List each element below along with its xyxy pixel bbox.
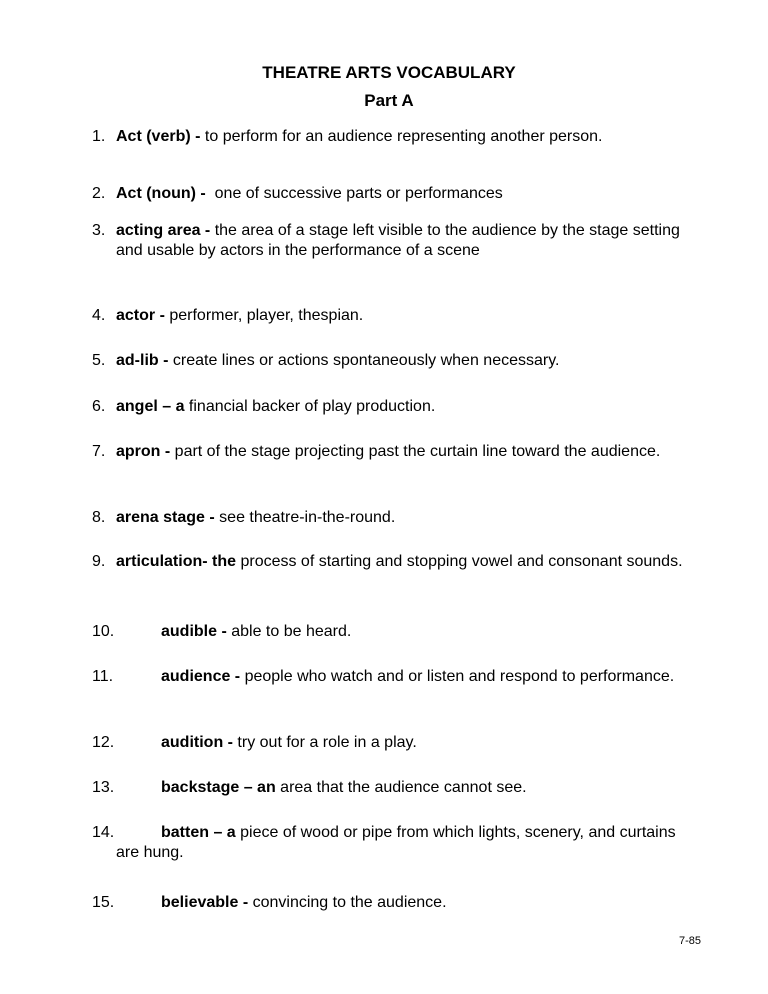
vocab-entry bbox=[92, 733, 692, 753]
entry-number: 9. bbox=[92, 553, 106, 570]
entry-number: 14. bbox=[92, 824, 115, 841]
entry-body bbox=[92, 508, 692, 528]
vocab-entry bbox=[92, 778, 692, 798]
entry-body bbox=[92, 127, 692, 147]
entry-term: Act (verb) - bbox=[116, 128, 201, 145]
entry-definition: convincing to the audience. bbox=[248, 894, 447, 911]
entry-definition: people who watch and or listen and respond to performance. bbox=[240, 668, 675, 685]
entry-term: ad-lib - bbox=[116, 352, 169, 369]
entry-number: 8. bbox=[92, 509, 106, 526]
entry-definition: performer, player, thespian. bbox=[164, 307, 364, 324]
entry-body bbox=[92, 823, 692, 863]
entry-number: 1. bbox=[92, 128, 106, 145]
entry-body bbox=[92, 184, 692, 204]
vocab-entry bbox=[92, 893, 692, 913]
vocab-entry bbox=[92, 127, 692, 147]
entry-definition: see theatre-in-the-round. bbox=[214, 509, 396, 526]
vocab-entry bbox=[92, 552, 692, 572]
entry-body bbox=[92, 733, 692, 753]
entry-number: 11. bbox=[92, 668, 114, 685]
entry-number: 2. bbox=[92, 185, 106, 202]
entry-body bbox=[92, 442, 692, 462]
entry-term: backstage – an bbox=[161, 779, 276, 796]
entry-number: 12. bbox=[92, 734, 115, 751]
entry-definition: the area of a stage left visible to the audience by the stage setting and usable by actors in the performance of a scene bbox=[116, 222, 680, 259]
vocab-entry bbox=[92, 667, 692, 687]
entry-body bbox=[92, 221, 692, 261]
vocab-entry bbox=[92, 306, 692, 326]
vocab-entry bbox=[92, 397, 692, 417]
entry-number: 13. bbox=[92, 779, 115, 796]
vocab-entry bbox=[92, 823, 692, 863]
entry-term: articulation- the bbox=[116, 553, 237, 570]
entry-term: arena stage - bbox=[116, 509, 215, 526]
entry-definition: able to be heard. bbox=[226, 623, 352, 640]
entry-body bbox=[92, 306, 692, 326]
entry-body bbox=[92, 552, 692, 572]
entry-number: 3. bbox=[92, 222, 106, 239]
entry-definition: to perform for an audience representing another person. bbox=[200, 128, 603, 145]
entry-number: 10. bbox=[92, 623, 115, 640]
entry-term: audition - bbox=[161, 734, 233, 751]
document-subtitle: Part A bbox=[364, 91, 414, 110]
entry-definition: create lines or actions spontaneously when necessary. bbox=[168, 352, 560, 369]
entry-definition: part of the stage projecting past the curtain line toward the audience. bbox=[170, 443, 661, 460]
entry-number: 4. bbox=[92, 307, 106, 324]
entry-body bbox=[92, 351, 692, 371]
entry-term: Act (noun) - bbox=[116, 185, 206, 202]
page-number: 7-85 bbox=[679, 935, 702, 947]
entry-body bbox=[92, 667, 692, 687]
entry-body bbox=[92, 778, 692, 798]
entry-term: audible - bbox=[161, 623, 227, 640]
entry-body bbox=[92, 622, 692, 642]
entry-term: actor - bbox=[116, 307, 165, 324]
entry-body bbox=[92, 893, 692, 913]
document-title: THEATRE ARTS VOCABULARY bbox=[262, 63, 516, 82]
entry-term: believable - bbox=[161, 894, 249, 911]
entry-definition: one of successive parts or performances bbox=[205, 185, 503, 202]
entry-definition: piece of wood or pipe from which lights, scenery, and curtains are hung. bbox=[116, 824, 676, 861]
vocab-entry bbox=[92, 351, 692, 371]
vocab-entry bbox=[92, 442, 692, 462]
entry-number: 6. bbox=[92, 398, 106, 415]
entry-term: apron - bbox=[116, 443, 171, 460]
entry-definition: process of starting and stopping vowel and consonant sounds. bbox=[236, 553, 683, 570]
entry-definition: try out for a role in a play. bbox=[232, 734, 417, 751]
entry-number: 5. bbox=[92, 352, 106, 369]
entry-term: batten – a bbox=[161, 824, 236, 841]
entry-number: 7. bbox=[92, 443, 106, 460]
vocab-entry bbox=[92, 221, 692, 261]
vocab-entry bbox=[92, 622, 692, 642]
entry-term: angel – a bbox=[116, 398, 185, 415]
entry-number: 15. bbox=[92, 894, 115, 911]
entry-term: audience - bbox=[161, 668, 241, 685]
vocab-entry bbox=[92, 508, 692, 528]
entry-term: acting area - bbox=[116, 222, 211, 239]
entry-definition: financial backer of play production. bbox=[184, 398, 436, 415]
entry-definition: area that the audience cannot see. bbox=[275, 779, 527, 796]
entry-body bbox=[92, 397, 692, 417]
vocab-entry bbox=[92, 184, 692, 204]
